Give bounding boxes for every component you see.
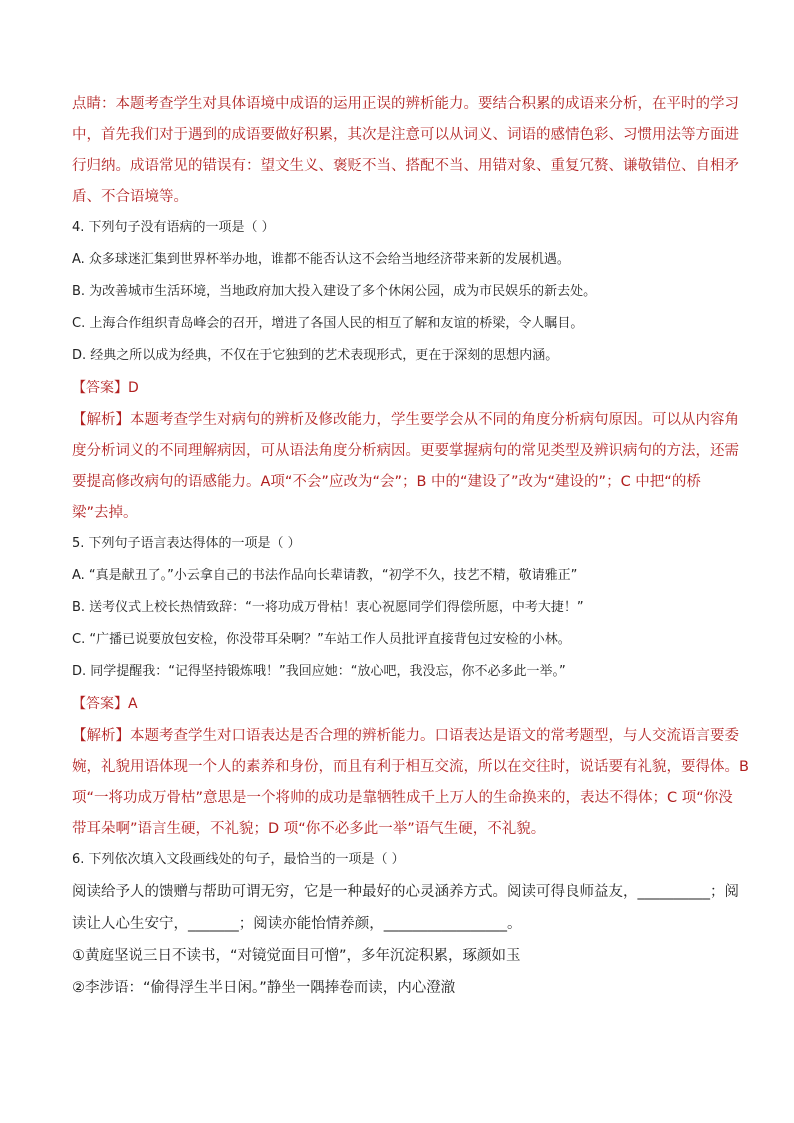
q6-item-2: ②李涉语：“偷得浮生半日闲。”静坐一隅捧卷而读，内心澄澈 — [72, 980, 456, 996]
q6-passage-1: 阅读给予人的馈赠与帮助可谓无穷，它是一种最好的心灵涵养方式。阅读可得良师益友，__________；阅 — [72, 884, 739, 900]
dianjing-line-1: 点睛：本题考查学生对具体语境中成语的运用正误的辨析能力。要结合积累的成语来分析，在平时的学习 — [72, 96, 739, 112]
q5-analysis-3: 项“一将功成万骨枯”意思是一个将帅的成功是靠牺牲成千上万人的生命换来的，表达不得体；C 项“你没 — [72, 790, 733, 806]
q5-option-d: D. 同学提醒我：“记得坚持锻炼哦！”我回应她：“放心吧，我没忘，你不必多此一举。” — [72, 664, 566, 679]
q5-option-c: C. “广播已说要放包安检，你没带耳朵啊？”车站工作人员批评直接背包过安检的小林。 — [72, 632, 571, 647]
q5-option-b: B. 送考仪式上校长热情致辞：“一将功成万骨枯！衷心祝愿同学们得偿所愿，中考大捷！” — [72, 600, 584, 615]
q4-stem: 4. 下列句子没有语病的一项是（ ） — [72, 220, 275, 235]
q5-answer: 【答案】A — [72, 696, 138, 712]
q4-option-a: A. 众多球迷汇集到世界杯举办地，谁都不能否认这不会给当地经济带来新的发展机遇。 — [72, 252, 570, 267]
q4-option-d: D. 经典之所以成为经典，不仅在于它独到的艺术表现形式，更在于深刻的思想内涵。 — [72, 348, 559, 363]
q4-analysis-3: 要提高修改病句的语感能力。A项“不会”应改为“会”；B 中的“建设了”改为“建设的”；C 中把“的桥 — [72, 474, 701, 490]
q6-stem: 6. 下列依次填入文段画线处的句子，最恰当的一项是（ ） — [72, 852, 405, 867]
q4-answer: 【答案】D — [72, 380, 139, 396]
q5-analysis-4: 带耳朵啊”语言生硬，不礼貌；D 项“你不必多此一举”语气生硬，不礼貌。 — [72, 821, 546, 837]
dianjing-line-2: 中，首先我们对于遇到的成语要做好积累，其次是注意可以从词义、词语的感情色彩、习惯用法等方面进 — [72, 127, 739, 143]
q5-stem: 5. 下列句子语言表达得体的一项是（ ） — [72, 536, 301, 551]
dianjing-line-3: 行归纳。成语常见的错误有：望文生义、褒贬不当、搭配不当、用错对象、重复冗赘、谦敬错位、自相矛 — [72, 158, 739, 174]
q4-analysis-1: 【解析】本题考查学生对病句的辨析及修改能力，学生要学会从不同的角度分析病句原因。可以从内容角 — [72, 412, 739, 428]
q5-analysis-1: 【解析】本题考查学生对口语表达是否合理的辨析能力。口语表达是语文的常考题型，与人交流语言要委 — [72, 728, 739, 744]
dianjing-line-4: 盾、不合语境等。 — [72, 189, 188, 205]
q5-option-a: A. “真是献丑了。”小云拿自己的书法作品向长辈请教，“初学不久，技艺不精，敬请雅正” — [72, 568, 578, 583]
q4-analysis-4: 梁”去掉。 — [72, 505, 138, 521]
q6-item-1: ①黄庭坚说三日不读书，“对镜觉面目可憎”，多年沉淀积累，琢颜如玉 — [72, 948, 521, 964]
q6-passage-2: 读让人心生安宁，_______；阅读亦能怡情养颜，_________________。 — [72, 916, 522, 932]
q4-option-c: C. 上海合作组织青岛峰会的召开，增进了各国人民的相互了解和友谊的桥梁，令人瞩目。 — [72, 316, 584, 331]
q5-analysis-2: 婉，礼貌用语体现一个人的素养和身份，而且有利于相互交流，所以在交往时，说话要有礼貌，要得体。B — [72, 759, 749, 775]
q4-option-b: B. 为改善城市生活环境，当地政府加大投入建设了多个休闲公园，成为市民娱乐的新去处。 — [72, 284, 597, 299]
q4-analysis-2: 度分析词义的不同理解病因，可从语法角度分析病因。更要掌握病句的常见类型及辨识病句的方法，还需 — [72, 443, 739, 459]
